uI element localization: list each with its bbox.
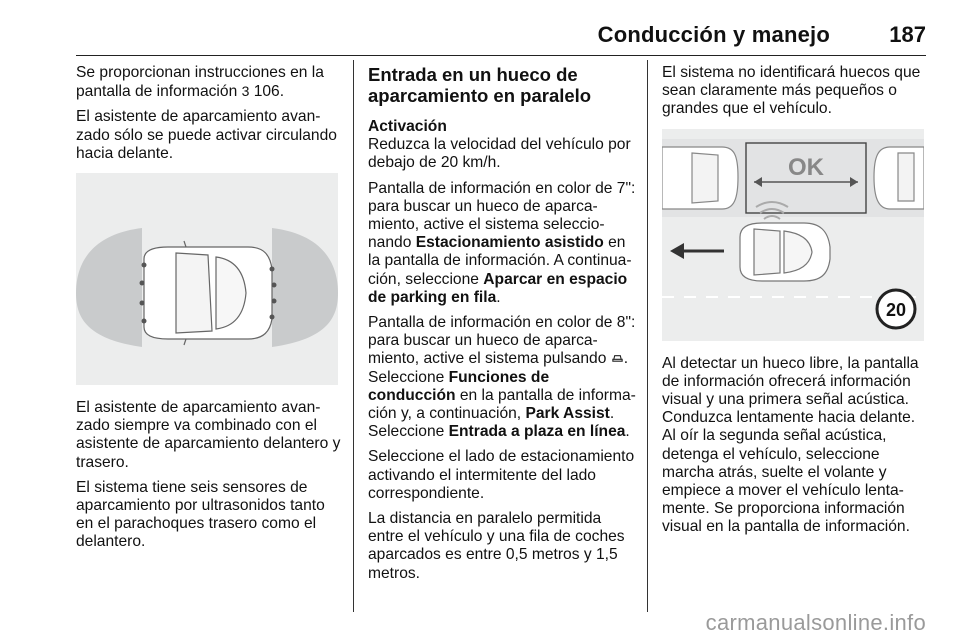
paragraph-activation-forward: El asistente de aparcamiento avanzado sólo se puede activar circulando hacia delante. [76,108,337,162]
column-1 [76,64,344,559]
paragraph-7inch-display: Pantalla de información en color de 7": para buscar un hueco de aparcamiento, active el sistema seleccionando Estacionamiento asistido en la pantalla de información. A continuación, seleccione Aparcar en espacio de parking en fila. [368,179,636,306]
menu-option-aparcar-fila: Aparcar en espacio de parking en fila [368,270,628,306]
paragraph-select-side: Seleccione el lado de estacionamiento activando el intermitente del lado correspondiente. [368,448,635,502]
column-2 [368,64,636,590]
moving-car-icon [740,223,830,281]
paragraph-sensors: El sistema tiene seis sensores de aparcamiento por ultrasonidos tanto en el parachoques trasero como el delantero. [76,478,325,551]
speed-sign-label: 20 [885,299,907,320]
menu-option-funciones: Funciones de conducción [368,368,550,404]
sensor-zones-illustration [76,173,338,385]
paragraph-combined-assist: El asistente de aparcamiento avanzado siempre va combinado con el asistente de aparcamiento delantero y trasero. [76,399,341,471]
watermark-text: carmanualsonline.info [705,610,926,635]
page-number: 187 [889,22,926,47]
paragraph-gap-detected: Al detectar un hueco libre, la pantalla de información ofrecerá información visual y una primera señal acústica. Conduzca lentamente hacia delante. Al oír la segunda señal acústica, detenga el vehículo, seleccione marcha atrás, suelte el volante y empiece a mover el vehículo lentamente. Se proporciona información visual en la pantalla de información. [662,354,919,536]
column-3 [662,64,928,544]
paragraph-8inch-display: Pantalla de información en color de 8": para buscar un hueco de aparcamiento, active el sistema pulsando . Seleccione Funciones de conducción en la pantalla de información y, a continuación, Park Assist. Seleccione Entrada a plaza en línea. [368,314,636,441]
header-rule [76,55,926,56]
paragraph-gap-size: El sistema no identificará huecos que sean claramente más pequeños o grandes que el vehículo. [662,64,921,118]
page-reference-icon: 3 [241,83,250,100]
parked-car-left-icon [662,147,738,209]
parking-gap-illustration [662,129,924,341]
menu-option-estacionamiento: Estacionamiento asistido [415,234,604,252]
column-divider-2 [647,60,648,612]
speed-limit-sign-icon [877,290,915,328]
menu-option-park-assist: Park Assist [525,405,610,423]
paragraph-instructions: Se proporcionan instrucciones en la pantalla de información 3 106. [76,64,324,101]
parked-car-right-icon [874,147,924,209]
subsection-title: Activación [368,118,447,135]
menu-option-entrada-linea: Entrada a plaza en línea [448,423,626,441]
column-divider-1 [353,60,354,612]
paragraph-reduce-speed: Reduzca la velocidad del vehículo por debajo de 20 km/h. [368,136,631,172]
paragraph-distance: La distancia en paralelo permitida entre el vehículo y una fila de coches aparcados es entre 0,5 metros y 1,5 metros. [368,510,625,582]
page-header-title: Conducción y manejo [597,22,830,47]
car-steering-icon [611,351,624,364]
section-title: Entrada en un hueco de aparcamiento en paralelo [368,64,592,106]
car-top-view-icon [144,241,272,345]
ok-label: OK [788,153,824,181]
